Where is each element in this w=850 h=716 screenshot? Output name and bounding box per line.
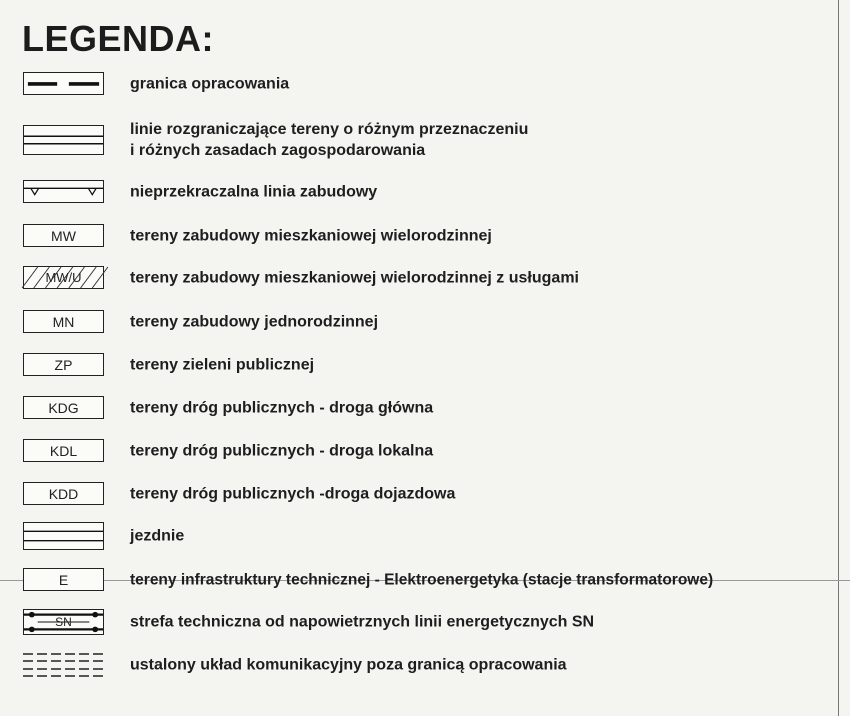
legend-item-building-line	[0, 172, 850, 212]
code-box-kdd: KDD	[23, 482, 104, 505]
legend-item-mw	[0, 216, 850, 256]
code-box-zp: ZP	[23, 353, 104, 376]
legend-label: strefa techniczna od napowietrznych linii energetycznych SN	[130, 613, 595, 631]
carriageway-symbol	[23, 522, 104, 550]
legend-label: tereny zabudowy jednorodzinnej	[130, 313, 379, 331]
legend-item-mn	[0, 302, 850, 342]
code-box-kdl: KDL	[23, 439, 104, 462]
dashed-boundary-symbol	[23, 72, 104, 95]
legend-label: ustalony układ komunikacyjny poza granicą opracowania	[130, 656, 567, 674]
legend-item-boundary	[0, 64, 850, 104]
legend-label: tereny dróg publicznych -droga dojazdowa	[130, 485, 456, 503]
legend-item-dividing-lines	[0, 118, 850, 162]
legend-item-e	[0, 560, 850, 600]
legend-label: tereny dróg publicznych - droga lokalna	[130, 442, 434, 460]
legend-label: linie rozgraniczające tereny o różnym przeznaczeniu i różnych zasadach zagospodarowania	[130, 121, 529, 159]
legend-item-mwu	[0, 258, 850, 298]
legend-label: nieprzekraczalna linia zabudowy	[130, 183, 378, 201]
legend-label: jezdnie	[130, 527, 185, 545]
legend-label: tereny dróg publicznych - droga główna	[130, 399, 434, 417]
legend-label: tereny zabudowy mieszkaniowej wielorodzinnej z usługami	[130, 269, 579, 287]
code-box-e: E	[23, 568, 104, 591]
dashed-road-symbol	[23, 651, 104, 679]
code-box-kdg: KDG	[23, 396, 104, 419]
code-box-mwu-hatched: MW/U	[23, 266, 104, 289]
legend-item-kdl	[0, 431, 850, 471]
legend-label: tereny zieleni publicznej	[130, 356, 315, 374]
legend-item-sn	[0, 602, 850, 642]
legend-item-kdg	[0, 388, 850, 428]
code-box-mw: MW	[23, 224, 104, 247]
code-box-mn: MN	[23, 310, 104, 333]
legend-label: granica opracowania	[130, 75, 290, 93]
legend-label: tereny infrastruktury technicznej - Elektroenergetyka (stacje transformatorowe)	[130, 571, 714, 589]
double-line-symbol	[23, 125, 104, 155]
legend-item-kdd	[0, 474, 850, 514]
legend-label: tereny zabudowy mieszkaniowej wielorodzinnej	[130, 227, 492, 245]
legend-item-zp	[0, 345, 850, 385]
legend-item-external-roads	[0, 645, 850, 685]
legend-item-carriageways	[0, 516, 850, 556]
power-line-zone-symbol: SN	[23, 609, 104, 635]
building-line-symbol	[23, 180, 104, 203]
legend-title: LEGENDA:	[22, 18, 214, 59]
